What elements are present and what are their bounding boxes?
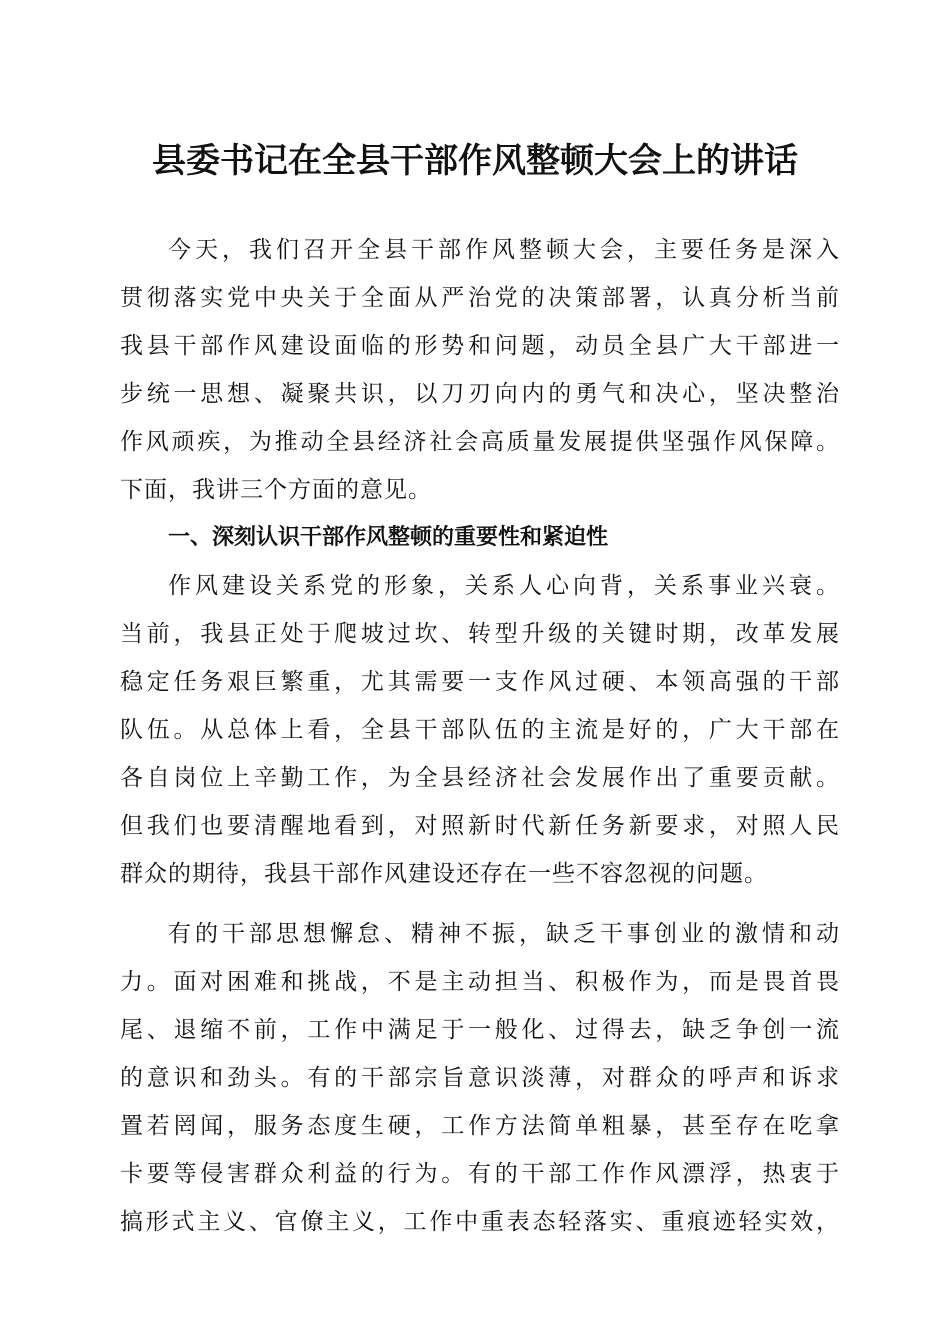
paragraph-line: 的意识和劲头。有的干部宗旨意识淡薄，对群众的呼声和诉求 <box>120 1065 840 1091</box>
paragraph-line: 各自岗位上辛勤工作，为全县经济社会发展作出了重要贡献。 <box>120 765 840 791</box>
paragraph-line: 群众的期待，我县干部作风建设还存在一些不容忽视的问题。 <box>120 861 768 887</box>
paragraph-line: 当前，我县正处于爬坡过坎、转型升级的关键时期，改革发展 <box>120 621 840 647</box>
paragraph-line: 置若罔闻，服务态度生硬，工作方法简单粗暴，甚至存在吃拿 <box>120 1113 840 1139</box>
paragraph-line: 有的干部思想懈怠、精神不振，缺乏干事创业的激情和动 <box>168 921 840 947</box>
paragraph-line: 下面，我讲三个方面的意见。 <box>120 477 432 503</box>
document-title: 县委书记在全县干部作风整顿大会上的讲话 <box>152 141 798 181</box>
paragraph-line: 稳定任务艰巨繁重，尤其需要一支作风过硬、本领高强的干部 <box>120 669 840 695</box>
paragraph-line: 卡要等侵害群众利益的行为。有的干部工作作风漂浮，热衷于 <box>120 1161 840 1187</box>
paragraph-line: 队伍。从总体上看，全县干部队伍的主流是好的，广大干部在 <box>120 717 840 743</box>
paragraph-line: 步统一思想、凝聚共识，以刀刃向内的勇气和决心，坚决整治 <box>120 381 840 407</box>
paragraph-line: 我县干部作风建设面临的形势和问题，动员全县广大干部进一 <box>120 333 840 359</box>
paragraph-line: 作风顽疾，为推动全县经济社会高质量发展提供坚强作风保障。 <box>120 429 840 455</box>
paragraph-line: 贯彻落实党中央关于全面从严治党的决策部署，认真分析当前 <box>120 285 840 311</box>
paragraph-line: 但我们也要清醒地看到，对照新时代新任务新要求，对照人民 <box>120 813 840 839</box>
document-body <box>120 226 840 1246</box>
section-heading: 一、深刻认识干部作风整顿的重要性和紧迫性 <box>168 525 609 550</box>
paragraph-line: 作风建设关系党的形象，关系人心向背，关系事业兴衰。 <box>168 573 840 599</box>
paragraph-line: 尾、退缩不前，工作中满足于一般化、过得去，缺乏争创一流 <box>120 1017 840 1043</box>
paragraph-line: 搞形式主义、官僚主义，工作中重表态轻落实、重痕迹轻实效， <box>120 1209 840 1235</box>
paragraph-gap <box>120 898 840 910</box>
paragraph-line: 力。面对困难和挑战，不是主动担当、积极作为，而是畏首畏 <box>120 969 840 995</box>
paragraph-line: 今天，我们召开全县干部作风整顿大会，主要任务是深入 <box>168 237 840 263</box>
